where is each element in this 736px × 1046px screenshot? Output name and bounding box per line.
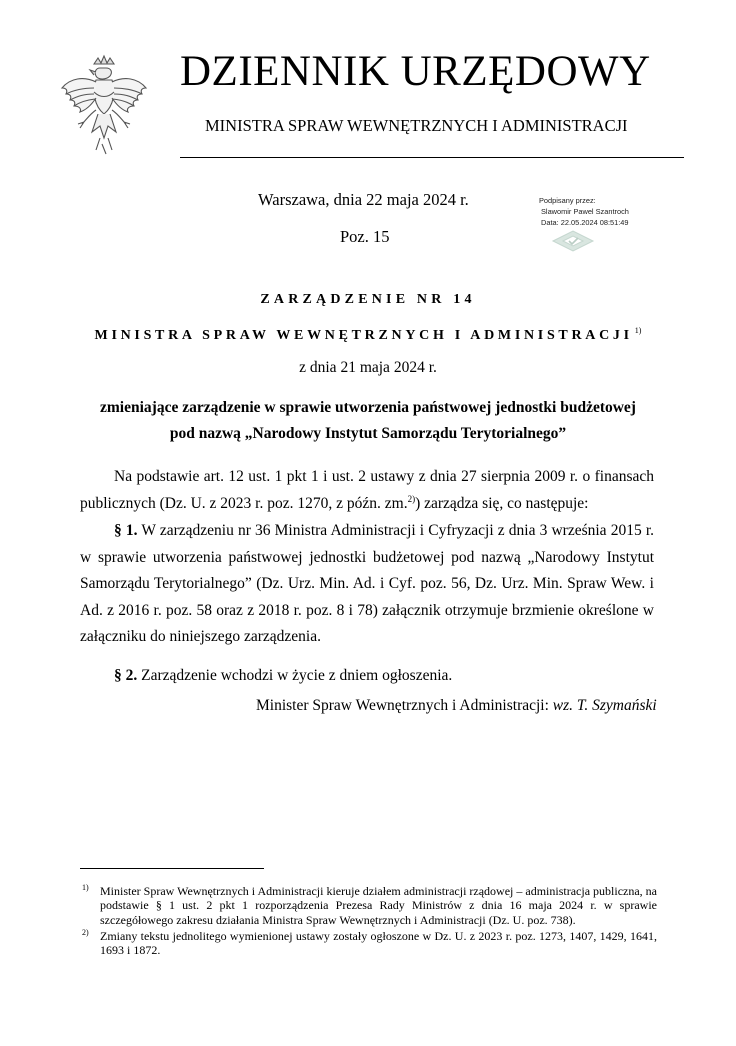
footnote (82, 929, 657, 958)
issue-place-date: Warszawa, dnia 22 maja 2024 r. (258, 190, 469, 209)
section-2 (80, 663, 654, 690)
masthead-divider (180, 157, 684, 158)
legal-basis-text: Na podstawie art. 12 ust. 1 pkt 1 i ust. 2 ustawy z dnia 27 sierpnia 2009 r. o finansach publicznych (Dz. U. z 2023 r. poz. 1270, z późn. zm. (80, 468, 654, 512)
footnote-text: Zmiany tekstu jednolitego wymienionej ustawy zostały ogłoszone w Dz. U. z 2023 r. poz. 1273, 1407, 1429, 1641, 1693 i 1872. (100, 929, 657, 958)
issue-position: Poz. 15 (340, 227, 390, 246)
signoff (256, 697, 657, 715)
footnote-text: Minister Spraw Wewnętrznych i Administracji kieruje działem administracji rządowej – administracja publiczna, na podstawie § 1 ust. 2 pkt 1 rozporządzenia Prezesa Rady Ministrów z dnia 16 maja 2024 r. w sprawie szczegółowego zakresu działania Ministra Spraw Wewnętrznych i Administracji (Dz. U. poz. 738). (100, 884, 657, 927)
footnote-ref-2[interactable]: 2) (407, 493, 416, 504)
footnote-mark: 2) (82, 928, 89, 937)
signature-label: Podpisany przez: (539, 196, 596, 205)
footnote-mark: 1) (82, 883, 89, 892)
signature-verified-icon (551, 229, 595, 253)
signature-signer: Slawomir Pawel Szantroch (541, 207, 629, 216)
publication-title: DZIENNIK URZĘDOWY (180, 48, 651, 95)
section-1 (80, 518, 654, 651)
publication-subtitle: MINISTRA SPRAW WEWNĘTRZNYCH I ADMINISTRACJI (205, 116, 628, 135)
act-author (0, 326, 736, 344)
act-date: z dnia 21 maja 2024 r. (299, 359, 437, 376)
footnote-divider (80, 868, 264, 869)
section-1-text: W zarządzeniu nr 36 Ministra Administracji i Cyfryzacji z dnia 3 września 2015 r. w sprawie utworzenia państwowej jednostki budżetowej pod nazwą „Narodowy Instytut Samorządu Terytorialnego” (Dz. Urz. Min. Ad. i Cyf. poz. 56, Dz. Urz. Min. Spraw Wew. i Ad. z 2016 r. poz. 58 oraz z 2018 r. poz. 8 i 78) załącznik otrzymuje brzmienie określone w załączniku do niniejszego zarządzenia. (80, 522, 655, 645)
section-2-label: § 2. (114, 667, 138, 684)
polish-eagle-emblem-icon (56, 54, 152, 158)
legal-basis-end: ) zarządza się, co następuje: (415, 494, 589, 512)
act-author-text: MINISTRA SPRAW WEWNĘTRZNYCH I ADMINISTRACJI (94, 328, 633, 343)
act-subject (88, 395, 648, 447)
electronic-signature (537, 195, 677, 255)
signoff-signer: wz. T. Szymański (552, 697, 657, 714)
legal-basis-paragraph (80, 464, 654, 517)
footnote (82, 884, 657, 927)
signoff-text: Minister Spraw Wewnętrznych i Administracji: (256, 697, 553, 714)
act-subject-text: zmieniające zarządzenie w sprawie utworzenia państwowej jednostki budżetowej pod nazwą „Narodowy Instytut Samorządu Terytorialnego” (100, 399, 636, 442)
section-2-text: Zarządzenie wchodzi w życie z dniem ogłoszenia. (141, 667, 453, 684)
section-1-label: § 1. (114, 522, 138, 539)
footnote-ref-1[interactable]: 1) (634, 326, 642, 335)
signature-date: Data: 22.05.2024 08:51:49 (541, 218, 629, 227)
act-title: ZARZĄDZENIE NR 14 (260, 292, 476, 307)
